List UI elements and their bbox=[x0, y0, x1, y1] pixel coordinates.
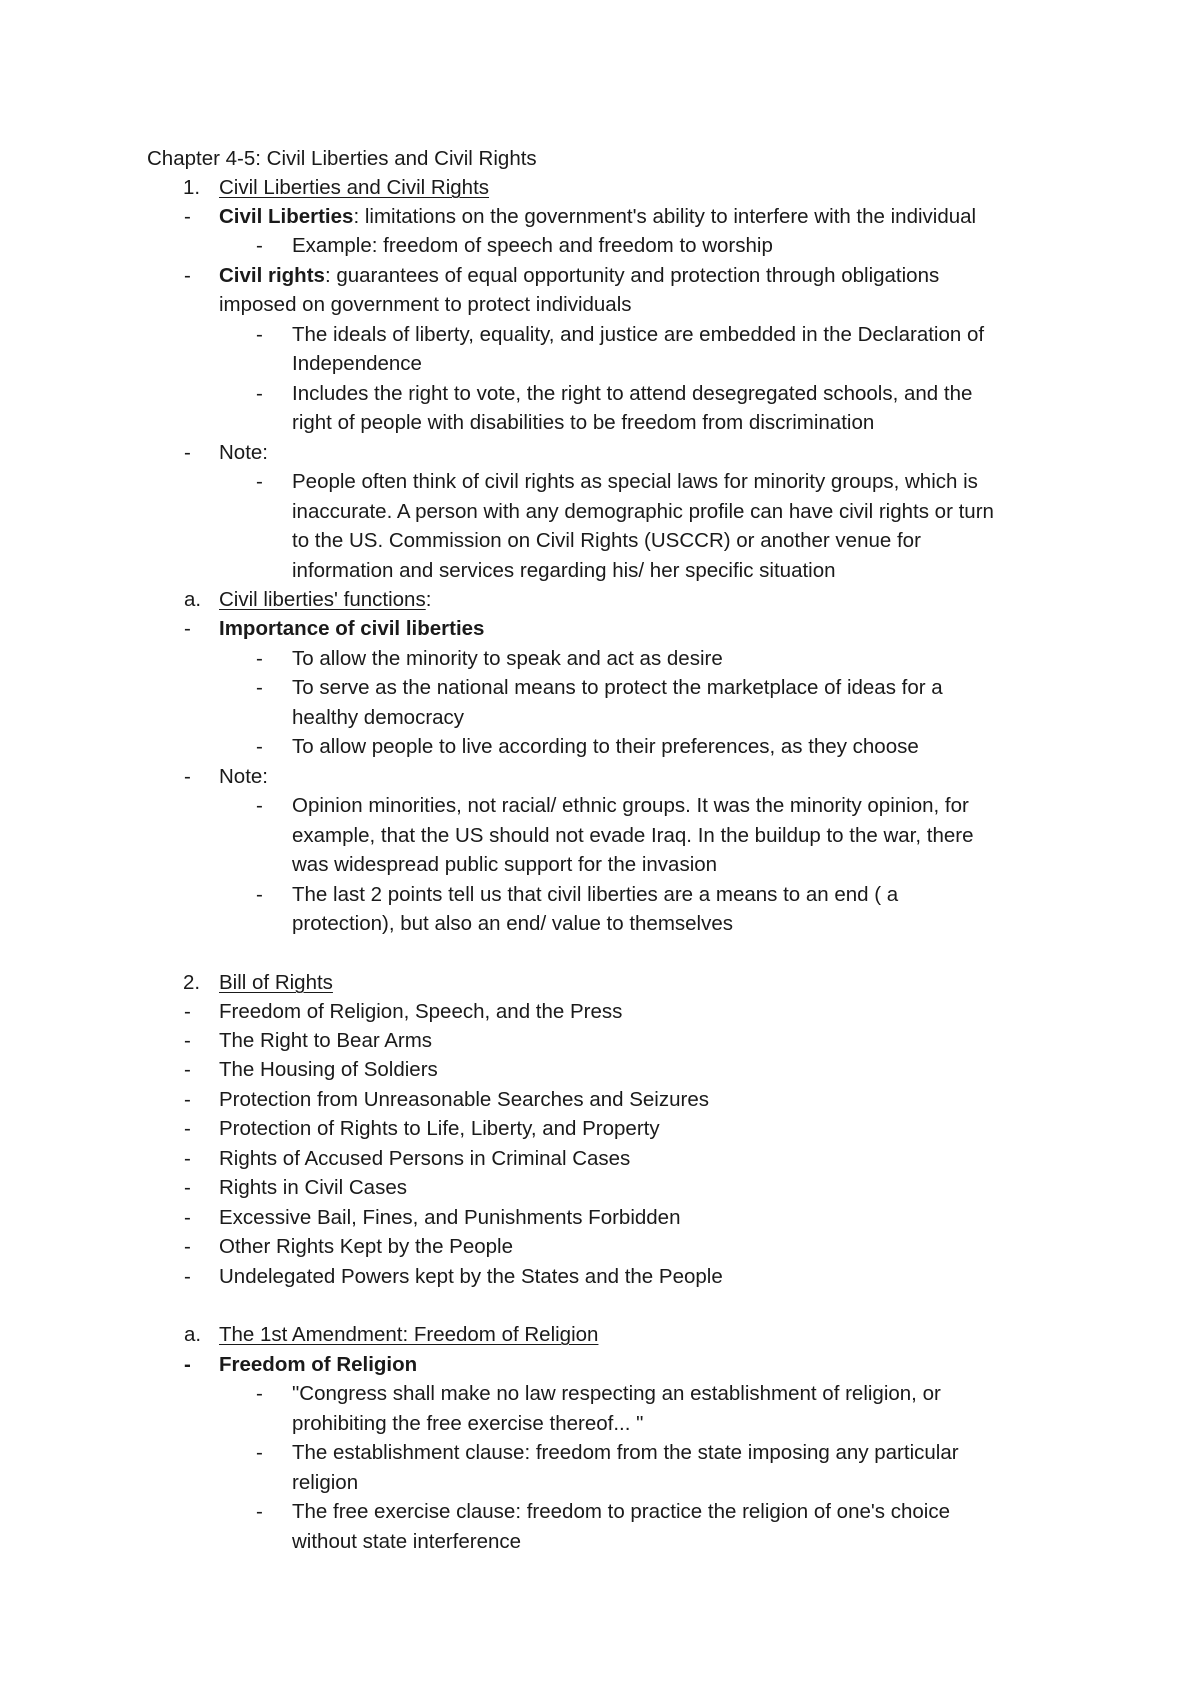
bullet-dash: - bbox=[184, 1206, 191, 1229]
list-item: Protection of Rights to Life, Liberty, and Property bbox=[219, 1117, 660, 1140]
text-line: imposed on government to protect individuals bbox=[219, 293, 632, 316]
list-number: 2. bbox=[183, 971, 201, 994]
bullet-dash: - bbox=[184, 1265, 191, 1288]
bullet-dash: - bbox=[256, 794, 263, 817]
section-heading: Civil Liberties and Civil Rights bbox=[219, 176, 490, 199]
bullet-dash: - bbox=[184, 1088, 191, 1111]
text-line: example, that the US should not evade Iraq. In the buildup to the war, there bbox=[292, 824, 974, 847]
section-heading: Bill of Rights bbox=[219, 971, 333, 994]
bullet-dash: - bbox=[184, 765, 191, 788]
list-item: To allow the minority to speak and act as desire bbox=[292, 647, 723, 670]
list-letter: a. bbox=[184, 1323, 202, 1346]
bullet-dash: - bbox=[256, 323, 263, 346]
text-line: healthy democracy bbox=[292, 706, 465, 729]
bullet-dash: - bbox=[184, 1176, 191, 1199]
term: Civil Liberties bbox=[219, 205, 354, 228]
list-item: People often think of civil rights as special laws for minority groups, which is bbox=[292, 470, 978, 493]
bullet-dash: - bbox=[184, 1353, 191, 1376]
list-item bbox=[219, 264, 939, 288]
bullet-dash: - bbox=[184, 617, 191, 640]
bullet-dash: - bbox=[256, 470, 263, 493]
list-item: Freedom of Religion, Speech, and the Press bbox=[219, 1000, 623, 1023]
list-item bbox=[219, 617, 484, 641]
bullet-dash: - bbox=[256, 1441, 263, 1464]
list-number: 1. bbox=[183, 176, 201, 199]
list-item: "Congress shall make no law respecting an establishment of religion, or bbox=[292, 1382, 941, 1405]
text-line: was widespread public support for the invasion bbox=[292, 853, 718, 876]
bullet-dash: - bbox=[184, 205, 191, 228]
list-item: To serve as the national means to protect the marketplace of ideas for a bbox=[292, 676, 943, 699]
list-item: Other Rights Kept by the People bbox=[219, 1235, 514, 1258]
list-item: The establishment clause: freedom from the state imposing any particular bbox=[292, 1441, 959, 1464]
list-item: The Right to Bear Arms bbox=[219, 1029, 433, 1052]
page-title: Chapter 4-5: Civil Liberties and Civil Rights bbox=[147, 147, 537, 170]
bullet-dash: - bbox=[256, 883, 263, 906]
list-letter: a. bbox=[184, 588, 202, 611]
text-line: protection), but also an end/ value to themselves bbox=[292, 912, 734, 935]
bullet-dash: - bbox=[184, 1029, 191, 1052]
text-line: prohibiting the free exercise thereof... " bbox=[292, 1412, 644, 1435]
definition: : guarantees of equal opportunity and protection through obligations bbox=[324, 264, 940, 287]
bullet-dash: - bbox=[256, 1500, 263, 1523]
definition: : limitations on the government's ability to interfere with the individual bbox=[353, 205, 977, 228]
list-item bbox=[219, 205, 976, 229]
list-item: The ideals of liberty, equality, and justice are embedded in the Declaration of bbox=[292, 323, 985, 346]
list-item: Opinion minorities, not racial/ ethnic groups. It was the minority opinion, for bbox=[292, 794, 969, 817]
text-line: to the US. Commission on Civil Rights (USCCR) or another venue for bbox=[292, 529, 921, 552]
list-item bbox=[219, 1353, 417, 1377]
list-item: Excessive Bail, Fines, and Punishments Forbidden bbox=[219, 1206, 681, 1229]
text-line: without state interference bbox=[292, 1530, 522, 1553]
term: Civil rights bbox=[219, 264, 325, 287]
text-line: right of people with disabilities to be freedom from discrimination bbox=[292, 411, 875, 434]
list-item: The free exercise clause: freedom to practice the religion of one's choice bbox=[292, 1500, 950, 1523]
list-item: Rights in Civil Cases bbox=[219, 1176, 407, 1199]
list-item: Rights of Accused Persons in Criminal Cases bbox=[219, 1147, 631, 1170]
list-item: The Housing of Soldiers bbox=[219, 1058, 438, 1081]
bullet-dash: - bbox=[184, 1000, 191, 1023]
text-line: information and services regarding his/ her specific situation bbox=[292, 559, 836, 582]
bullet-dash: - bbox=[256, 234, 263, 257]
bullet-dash: - bbox=[184, 1147, 191, 1170]
list-item: To allow people to live according to their preferences, as they choose bbox=[292, 735, 919, 758]
subsection-heading: The 1st Amendment: Freedom of Religion bbox=[219, 1323, 599, 1346]
subsection-heading-text: Civil liberties' functions bbox=[219, 588, 426, 611]
bullet-dash: - bbox=[256, 382, 263, 405]
bullet-dash: - bbox=[256, 735, 263, 758]
bullet-dash: - bbox=[256, 1382, 263, 1405]
list-item: Note: bbox=[219, 765, 268, 788]
text-line: religion bbox=[292, 1471, 359, 1494]
list-item: Includes the right to vote, the right to attend desegregated schools, and the bbox=[292, 382, 973, 405]
list-item: Protection from Unreasonable Searches and Seizures bbox=[219, 1088, 709, 1111]
bullet-dash: - bbox=[184, 1235, 191, 1258]
colon: : bbox=[425, 588, 432, 611]
list-item: The last 2 points tell us that civil liberties are a means to an end ( a bbox=[292, 883, 899, 906]
text-line: Independence bbox=[292, 352, 422, 375]
bullet-dash: - bbox=[184, 441, 191, 464]
subsection-heading bbox=[219, 588, 431, 612]
bullet-dash: - bbox=[184, 264, 191, 287]
bold-term: Freedom of Religion bbox=[219, 1353, 418, 1376]
list-item: Example: freedom of speech and freedom to worship bbox=[292, 234, 773, 257]
bullet-dash: - bbox=[256, 676, 263, 699]
list-item: Note: bbox=[219, 441, 268, 464]
list-item: Undelegated Powers kept by the States and the People bbox=[219, 1265, 723, 1288]
bullet-dash: - bbox=[184, 1117, 191, 1140]
bold-term: Importance of civil liberties bbox=[219, 617, 485, 640]
bullet-dash: - bbox=[256, 647, 263, 670]
bullet-dash: - bbox=[184, 1058, 191, 1081]
text-line: inaccurate. A person with any demographic profile can have civil rights or turn bbox=[292, 500, 994, 523]
